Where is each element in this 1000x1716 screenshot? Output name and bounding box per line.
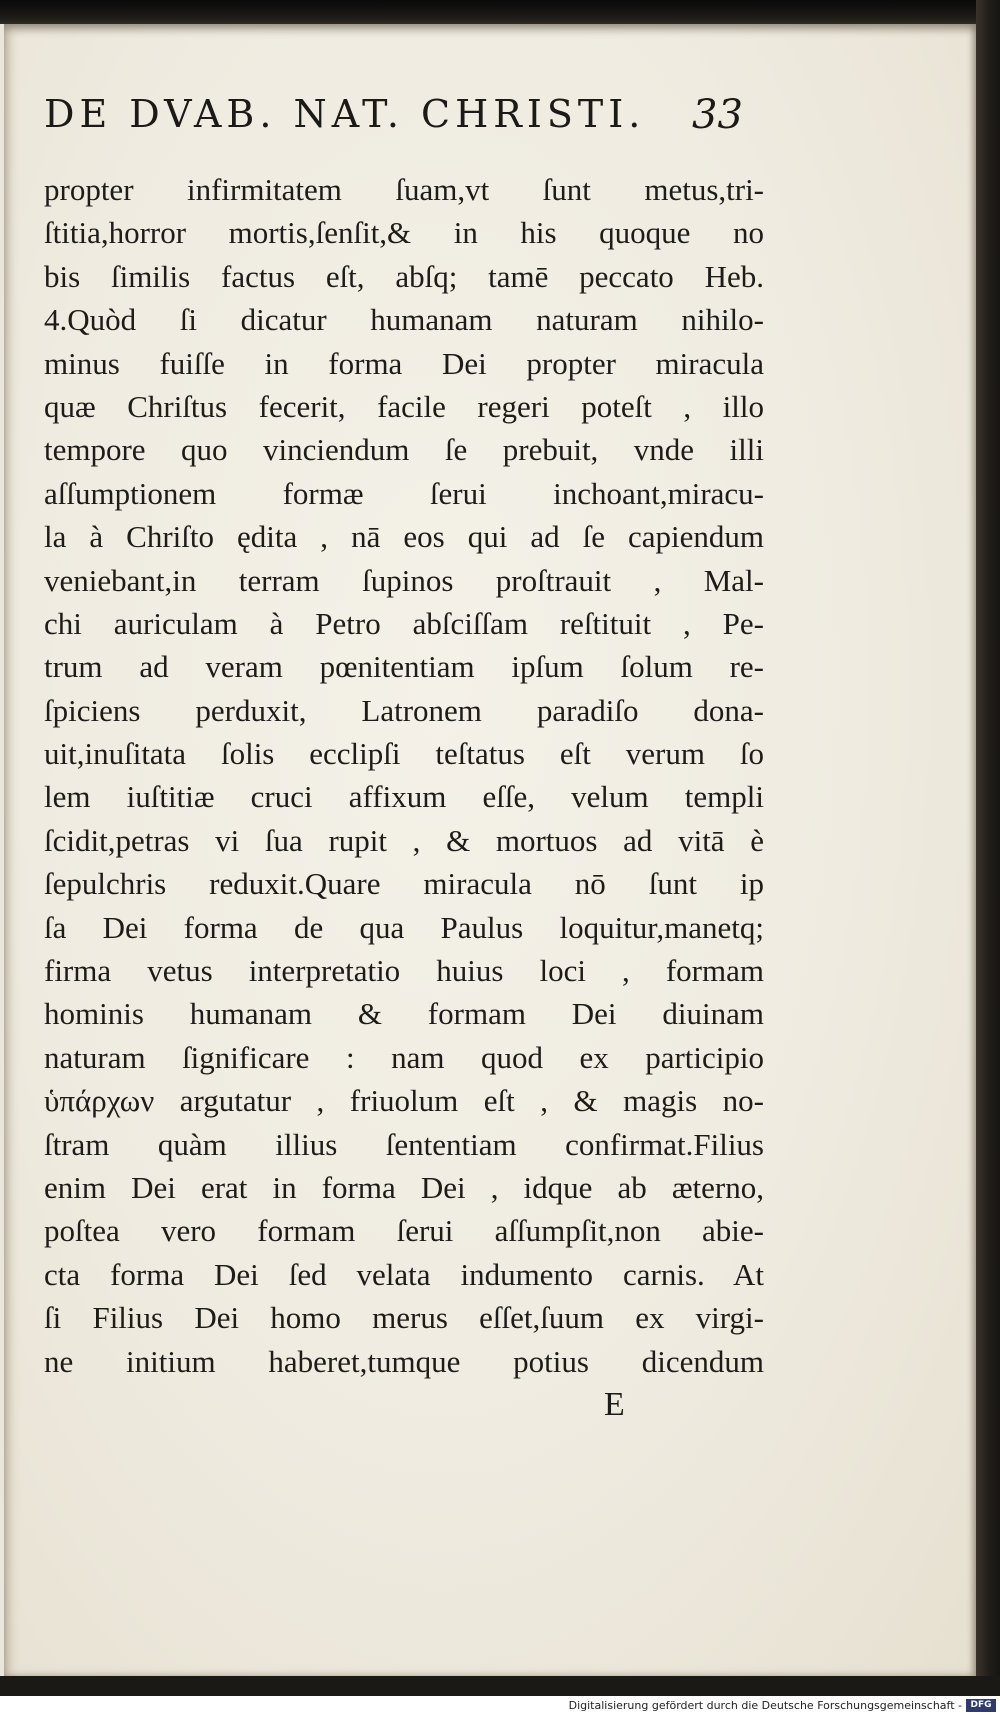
text-line: uit,inuſitata ſolis ecclipſi teſtatus eſt verum ſo (44, 736, 764, 772)
text-line: veniebant,in terram ſupinos proſtrauit , Mal- (44, 562, 764, 598)
dfg-logo: DFG (966, 1699, 996, 1712)
text-line: ſi Filius Dei homo merus eſſet,ſuum ex virgi- (44, 1300, 764, 1336)
text-line: aſſumptionem formæ ſerui inchoant,miracu- (44, 475, 764, 511)
text-line: tempore quo vinciendum ſe prebuit, vnde illi (44, 432, 764, 468)
text-line: bis ſimilis factus eſt, abſq; tamē peccato Heb. (44, 258, 764, 294)
text-line: minus fuiſſe in forma Dei propter miracula (44, 345, 764, 381)
text-line: enim Dei erat in forma Dei , idque ab æterno, (44, 1169, 764, 1205)
credit-text: Digitalisierung gefördert durch die Deutsche Forschungsgemeinschaft - (568, 1699, 962, 1712)
text-line: lem iuſtitiæ cruci affixum eſſe, velum templi (44, 779, 764, 815)
scan-right-edge (976, 0, 1000, 1696)
scan-top-edge (0, 0, 1000, 24)
text-line: trum ad veram pœnitentiam ipſum ſolum re- (44, 649, 764, 685)
text-line: firma vetus interpretatio huius loci , formam (44, 953, 764, 989)
text-line: naturam ſignificare : nam quod ex participio (44, 1039, 764, 1075)
text-line: ſepulchris reduxit.Quare miracula nō ſunt ip (44, 866, 764, 902)
text-line: hominis humanam & formam Dei diuinam (44, 996, 764, 1032)
digitization-credit (0, 1696, 1000, 1716)
page-number: 33 (692, 92, 743, 138)
text-line: poſtea vero formam ſerui aſſumpſit,non abie- (44, 1213, 764, 1249)
text-line: ὑπάρχων argutatur , friuolum eſt , & magis no- (44, 1083, 764, 1119)
text-line: ſpiciens perduxit, Latronem paradiſo dona- (44, 692, 764, 728)
scan-bottom-edge (0, 1676, 1000, 1696)
text-line: propter infirmitatem ſuam,vt ſunt metus,tri- (44, 172, 764, 207)
text-line: la à Chriſto ędita , nā eos qui ad ſe capiendum (44, 519, 764, 555)
text-line: ſcidit,petras vi ſua rupit , & mortuos ad vitā è (44, 822, 764, 858)
signature-mark: E (604, 1386, 625, 1423)
text-line: ne initium haberet,tumque potius dicendum (44, 1343, 764, 1379)
text-line: ſtitia,horror mortis,ſenſit,& in his quoque no (44, 215, 764, 251)
body-text (44, 168, 764, 1383)
text-line: 4.Quòd ſi dicatur humanam naturam nihilo- (44, 302, 764, 338)
text-line: quæ Chriſtus fecerit, facile regeri poteſt , illo (44, 388, 764, 424)
running-head: DE DVAB. NAT. CHRISTI. (44, 92, 646, 136)
text-line: ſa Dei forma de qua Paulus loquitur,manetq; (44, 909, 764, 945)
text-line: chi auriculam à Petro abſciſſam reſtituit , Pe- (44, 605, 764, 641)
text-line: cta forma Dei ſed velata indumento carnis. At (44, 1256, 764, 1292)
text-line: ſtram quàm illius ſententiam confirmat.Filius (44, 1126, 764, 1162)
